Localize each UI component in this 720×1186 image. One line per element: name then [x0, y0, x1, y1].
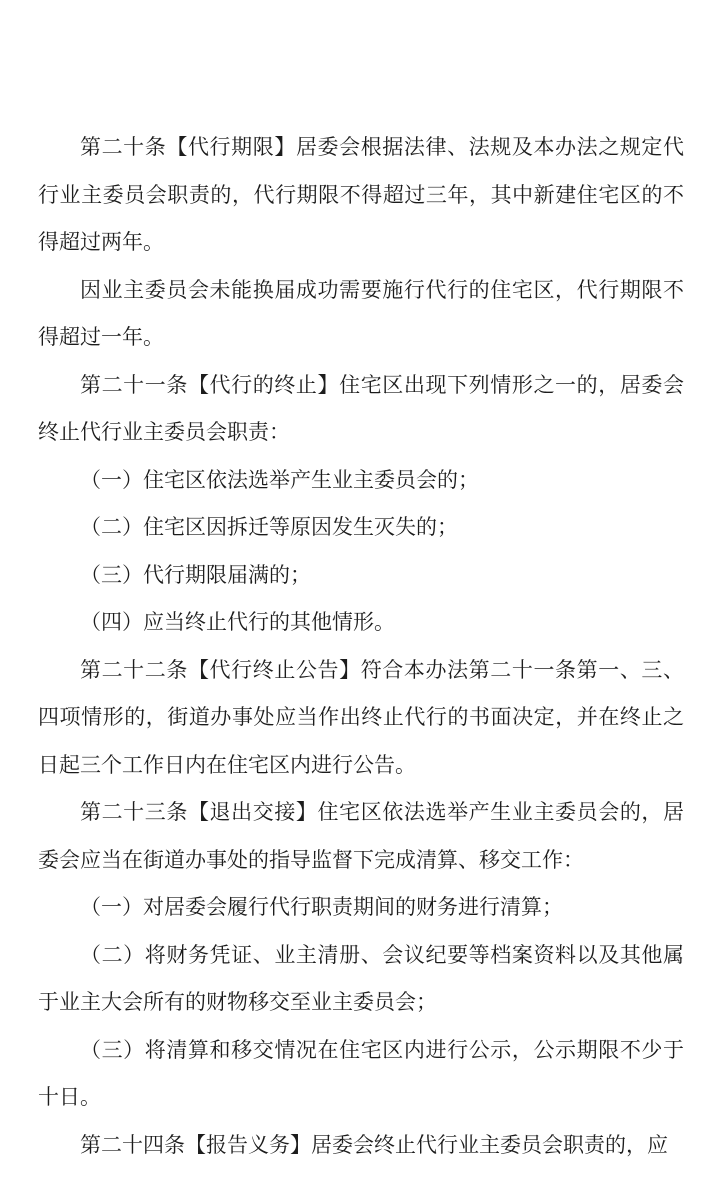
article-paragraph-23: [38, 789, 684, 884]
article-heading: 【退出交接】: [187, 800, 318, 824]
list-item-paragraph: [38, 457, 684, 505]
article-number: 第二十四条: [80, 1132, 185, 1157]
article-paragraph-24: [38, 1122, 684, 1170]
article-heading: 【代行终止公告】: [187, 657, 361, 682]
paragraph-text: 因业主委员会未能换届成功需要施行代行的住宅区，代行期限不得超过一年。: [38, 277, 684, 349]
article-body-text: 住宅区出现下列情形之一的，居委会终止代行业主委员会职责：: [38, 372, 685, 444]
article-body-text: 居委会根据法律、法规及本办法之规定代行业主委员会职责的，代行期限不得超过三年，其中新建住宅区的不得超过两年。: [38, 135, 685, 254]
article-heading: 【代行期限】: [166, 135, 296, 159]
article-number: 第二十条: [80, 135, 167, 159]
list-item-paragraph: [38, 552, 684, 600]
article-number: 第二十二条: [80, 657, 188, 682]
article-body-text: 居委会终止代行业主委员会职责的，应: [311, 1132, 668, 1157]
article-number: 第二十一条: [80, 372, 188, 397]
article-body-text: 符合本办法第二十一条第一、三、四项情形的，街道办事处应当作出终止代行的书面决定，并在终止之日起三个工作日内在住宅区内进行公告。: [38, 657, 685, 777]
article-body-text: 住宅区依法选举产生业主委员会的，居委会应当在街道办事处的指导监督下完成清算、移交工作：: [38, 800, 685, 872]
list-item-text: （二）将财务凭证、业主清册、会议纪要等档案资料以及其他属于业主大会所有的财物移交至业主委员会；: [38, 942, 684, 1014]
list-item-text: （二）住宅区因拆迁等原因发生灭失的；: [80, 515, 458, 539]
list-item-paragraph: [38, 884, 684, 932]
list-item-text: （四）应当终止代行的其他情形。: [80, 610, 395, 634]
article-heading: 【报告义务】: [185, 1132, 311, 1157]
list-item-text: （一）对居委会履行代行职责期间的财务进行清算；: [80, 895, 563, 919]
article-heading: 【代行的终止】: [187, 372, 340, 397]
list-item-paragraph: [38, 932, 684, 1027]
list-item-text: （三）将清算和移交情况在住宅区内进行公示，公示期限不少于十日。: [38, 1037, 684, 1109]
list-item-paragraph: [38, 599, 684, 647]
article-paragraph-20: [38, 124, 684, 267]
list-item-text: （三）代行期限届满的；: [80, 562, 311, 587]
article-paragraph-21: [38, 362, 684, 457]
document-text-block: [38, 124, 684, 1169]
article-paragraph-22: [38, 647, 684, 790]
article-number: 第二十三条: [80, 800, 188, 824]
paragraph: [38, 267, 684, 362]
list-item-paragraph: [38, 504, 684, 552]
list-item-text: （一）住宅区依法选举产生业主委员会的；: [80, 467, 479, 492]
list-item-paragraph: [38, 1027, 684, 1122]
